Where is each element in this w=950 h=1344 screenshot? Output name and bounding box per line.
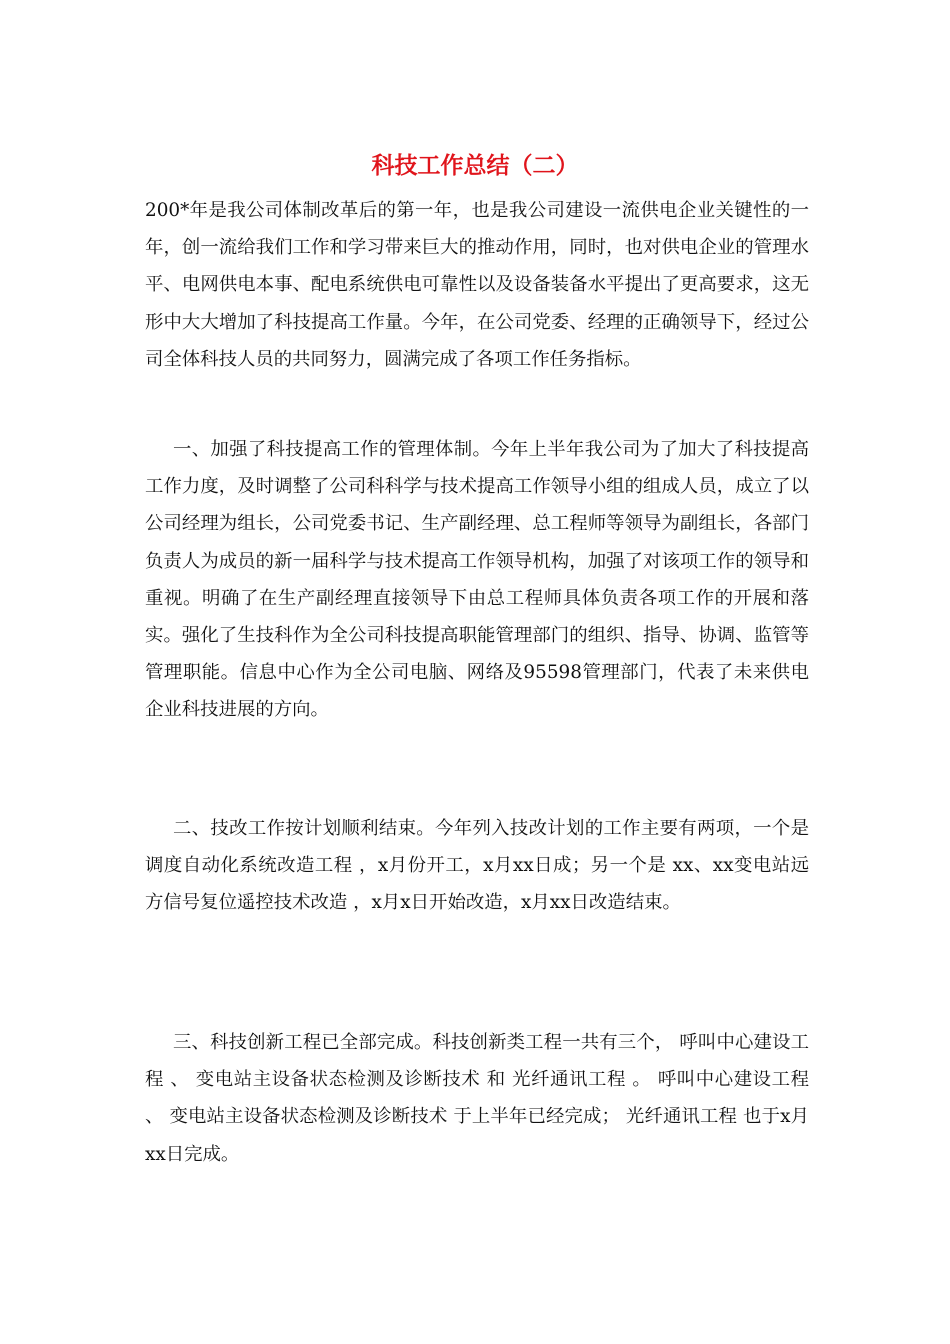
section-1-paragraph: 一、加强了科技提高工作的管理体制。今年上半年我公司为了加大了科技提高工作力度，及时调整了公司科科学与技术提高工作领导小组的组成人员，成立了以公司经理为组长，公司党委书记、生产副经理、总工程师等领导为副组长，各部门负责人为成员的新一届科学与技术提高工作领导机构，加强了对该项工作的领导和重视。明确了在生产副经理直接领导下由总工程师具体负责各项工作的开展和落实。强化了生技科作为全公司科技提高职能管理部门的组织、指导、协调、监管等管理职能。信息中心作为全公司电脑、网络及95598管理部门，代表了未来供电企业科技进展的方向。: [145, 439, 809, 721]
section-2-paragraph: 二、技改工作按计划顺利结束。今年列入技改计划的工作主要有两项，一个是 调度自动化系统改造工程 ，x月份开工，x月xx日成；另一个是 xx、xx变电站远方信号复位遥控技术改造 ，x月x日开始改造，x月xx日改造结束。: [145, 818, 809, 914]
intro-paragraph: 200*年是我公司体制改革后的第一年，也是我公司建设一流供电企业关键性的一年，创一流给我们工作和学习带来巨大的推动作用，同时，也对供电企业的管理水平、电网供电本事、配电系统供电可靠性以及设备装备水平提出了更高要求，这无形中大大增加了科技提高工作量。今年，在公司党委、经理的正确领导下，经过公司全体科技人员的共同努力，圆满完成了各项工作任务指标。: [145, 200, 809, 370]
section-3-paragraph: 三、科技创新工程已全部完成。科技创新类工程一共有三个， 呼叫中心建设工程 、 变电站主设备状态检测及诊断技术 和 光纤通讯工程 。 呼叫中心建设工程 、 变电站主设备状态检测及诊断技术 于上半年已经完成； 光纤通讯工程 也于x月xx日完成。: [145, 1032, 809, 1165]
document-title: 科技工作总结（二）: [371, 153, 579, 179]
